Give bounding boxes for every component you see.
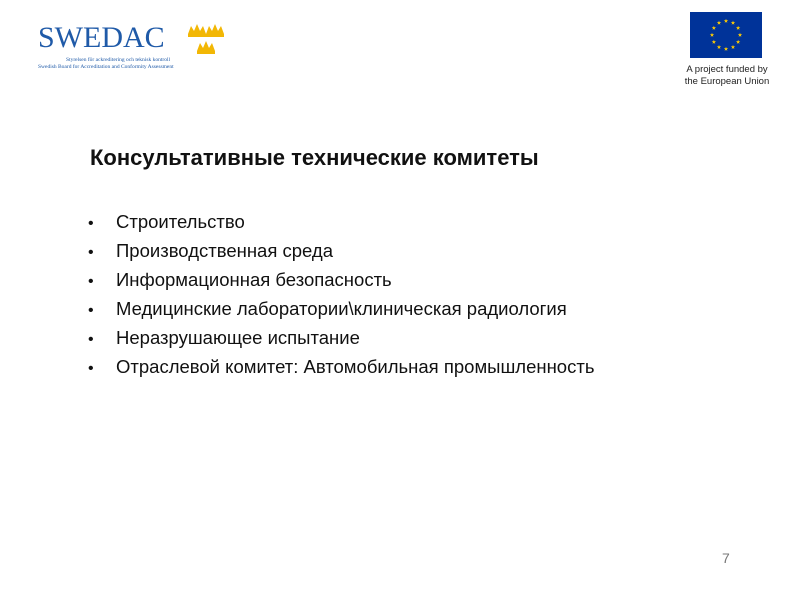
eu-caption-line2: the European Union	[684, 76, 770, 87]
logo-wordmark: SWEDAC	[38, 21, 165, 54]
bullet-text: Производственная среда	[116, 240, 334, 261]
bullet-text: Неразрушающее испытание	[116, 327, 360, 348]
bullet-item	[88, 324, 594, 353]
three-crowns-icon	[186, 22, 226, 56]
bullet-item	[88, 353, 594, 382]
bullet-icon: •	[88, 360, 94, 377]
bullet-item	[88, 208, 594, 237]
bullet-text: Медицинские лаборатории\клиническая радиология	[116, 298, 567, 319]
bullet-item	[88, 237, 594, 266]
bullet-icon: •	[88, 215, 94, 232]
bullet-text: Отраслевой комитет: Автомобильная промышленность	[116, 356, 595, 377]
page-number: 7	[722, 550, 730, 566]
bullet-text: Строительство	[116, 211, 245, 232]
bullet-item	[88, 266, 594, 295]
eu-flag-icon	[690, 12, 762, 58]
bullet-icon: •	[88, 331, 94, 348]
eu-caption	[672, 64, 782, 88]
eu-caption-line1: A project funded by	[686, 64, 768, 75]
bullet-icon: •	[88, 273, 94, 290]
logo-subtitle-english: Swedish Board for Accreditation and Conformity Assessment	[38, 64, 174, 70]
bullet-icon: •	[88, 244, 94, 261]
logo-subtitle-swedish: Styrelsen för ackreditering och teknisk kontroll	[66, 57, 171, 63]
bullet-icon: •	[88, 302, 94, 319]
swedac-logo	[38, 20, 238, 76]
slide-title: Консультативные технические комитеты	[90, 145, 539, 170]
bullet-list	[88, 208, 594, 382]
bullet-text: Информационная безопасность	[116, 269, 392, 290]
bullet-item	[88, 295, 594, 324]
